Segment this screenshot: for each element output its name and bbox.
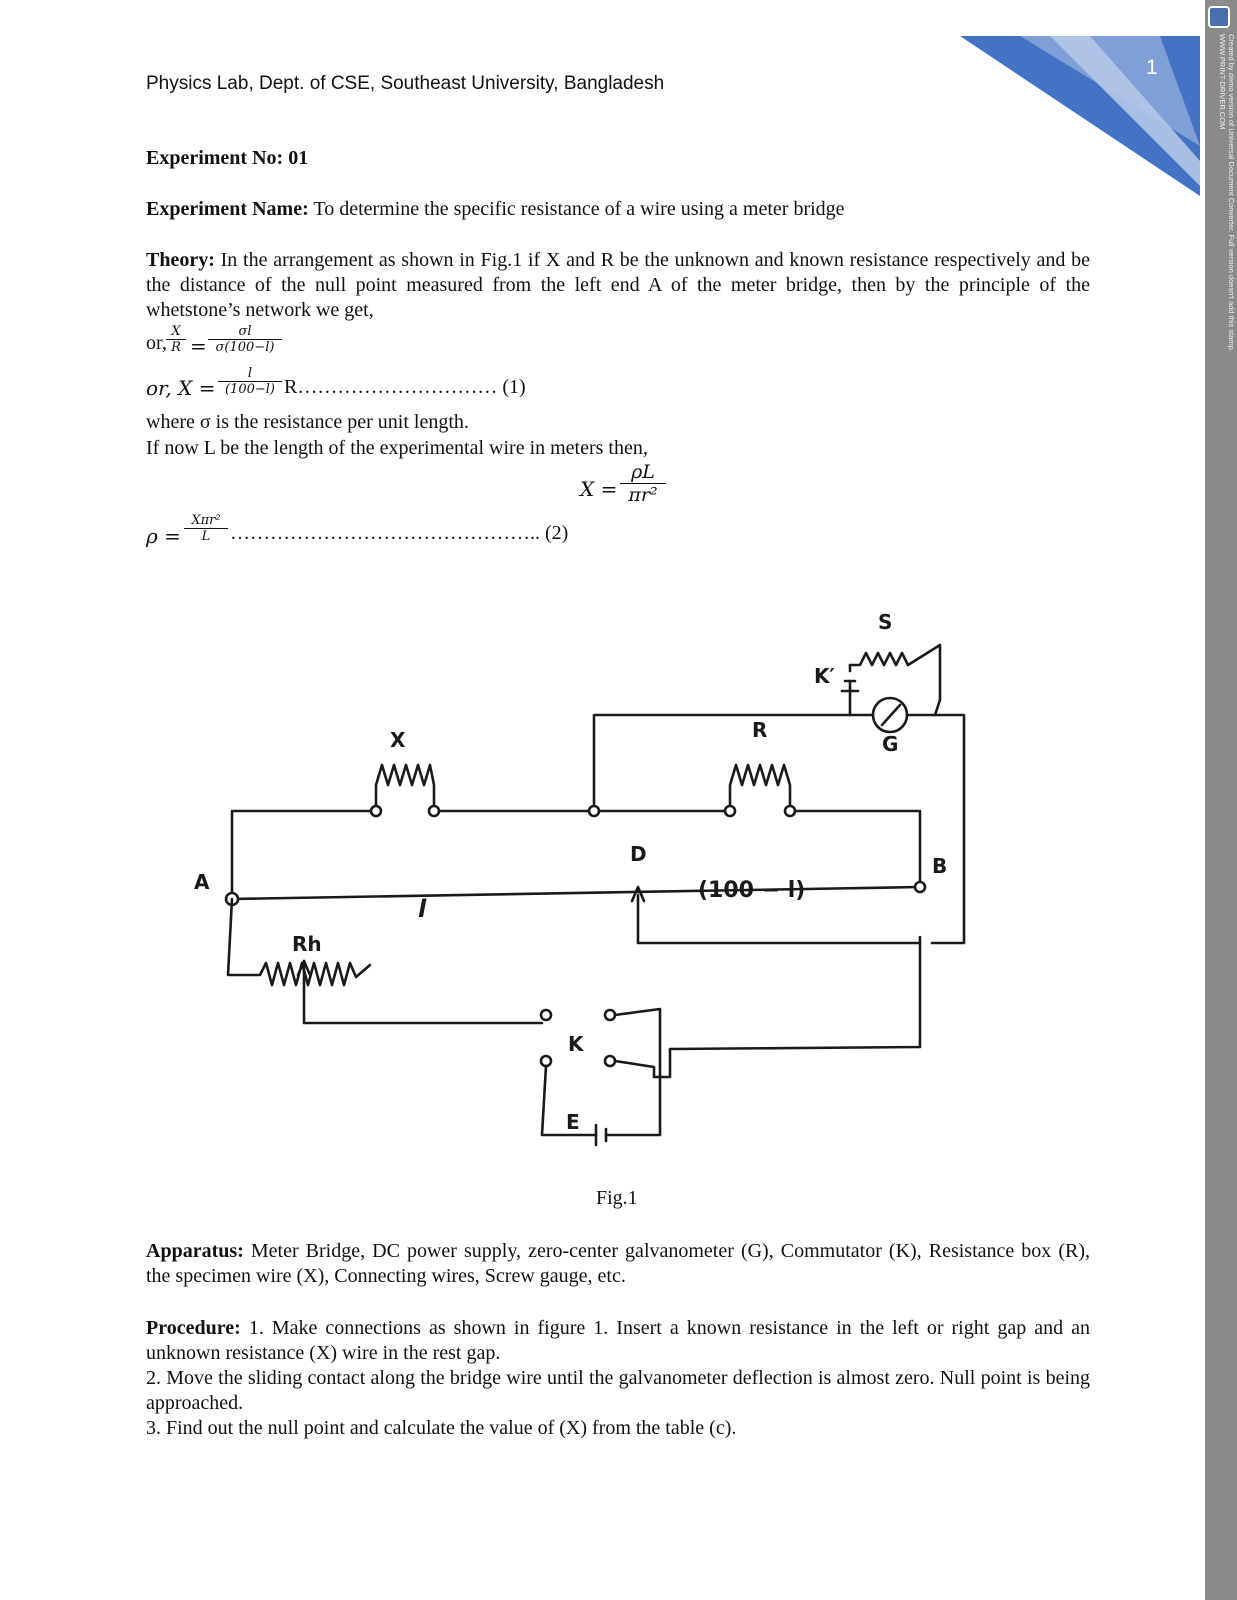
figure-caption: Fig.1 xyxy=(596,1187,638,1209)
eq1-lhs-fraction: $\frac{X}{R}$ xyxy=(166,324,186,355)
commutator-terminal-2 xyxy=(541,1056,551,1066)
r-terminal-left xyxy=(725,806,735,816)
procedure-step-3: 3. Find out the null point and calculate the value of (X) from the table (c). xyxy=(146,1417,737,1439)
label-e: E xyxy=(566,1110,580,1134)
eq3-lhs: X = xyxy=(580,477,618,501)
label-s: S xyxy=(878,610,893,634)
experiment-number: Experiment No: 01 xyxy=(146,147,309,169)
label-l: l xyxy=(418,895,427,923)
middle-terminal xyxy=(589,806,599,816)
eq1-rhs-fraction: $\frac{\sigma l}{\sigma(100-l)}$ xyxy=(208,324,282,355)
x-terminal-right xyxy=(429,806,439,816)
label-b: B xyxy=(932,854,948,878)
label-k: K xyxy=(568,1032,584,1056)
converter-logo-icon xyxy=(1208,6,1230,28)
watermark-text xyxy=(1218,34,1236,352)
right-strip xyxy=(795,811,920,882)
procedure-paragraph xyxy=(146,1316,1090,1441)
commutator-terminal-3 xyxy=(605,1010,615,1020)
watermark-line2: WWW.PRINT-DRIVER.COM xyxy=(1218,34,1227,130)
battery-wire-right xyxy=(606,1065,660,1135)
corner-decoration xyxy=(960,36,1206,196)
label-k-prime: K′ xyxy=(814,664,835,688)
eq4-lhs: ρ = xyxy=(146,524,181,548)
label-r: R xyxy=(752,718,768,742)
label-x: X xyxy=(390,728,406,752)
label-rh: Rh xyxy=(292,932,322,956)
label-g: G xyxy=(882,732,899,756)
procedure-step-1: 1. Make connections as shown in figure 1. Insert a known resistance in the left or right gap and an unknown resistance (X) wire in the rest gap. xyxy=(146,1317,1091,1364)
galvo-upper-wire xyxy=(594,715,875,806)
x-resistor xyxy=(376,765,434,805)
theory-paragraph xyxy=(146,248,1090,323)
x-terminal-left xyxy=(371,806,381,816)
procedure-label: Procedure: xyxy=(146,1317,241,1339)
eq4-fraction: Xπr² L xyxy=(184,513,228,544)
b-terminal xyxy=(915,882,925,892)
eq2-tail: R………………………… (1) xyxy=(284,376,526,398)
apparatus-paragraph xyxy=(146,1239,1090,1289)
label-100-minus-l: (100 − l) xyxy=(698,878,806,903)
r-resistor xyxy=(730,765,790,805)
experiment-name-text: To determine the specific resistance of a wire using a meter bridge xyxy=(313,198,845,220)
commutator-link-1 xyxy=(615,1009,660,1065)
label-a: A xyxy=(194,870,210,894)
page-header: Physics Lab, Dept. of CSE, Southeast University, Bangladesh xyxy=(146,73,665,94)
where-text: where σ is the resistance per unit length. xyxy=(146,411,469,433)
theory-label: Theory: xyxy=(146,249,215,271)
eq1-equals: = xyxy=(190,334,207,358)
page-number: 1 xyxy=(1146,56,1158,79)
bridge-wire xyxy=(232,887,920,899)
galvo-right-wire xyxy=(907,715,964,943)
eq4-tail: ……………………………………….. (2) xyxy=(230,522,569,544)
if-text: If now L be the length of the experimental wire in meters then, xyxy=(146,437,648,459)
r-terminal-right xyxy=(785,806,795,816)
meter-bridge-circuit-figure xyxy=(150,605,1020,1185)
apparatus-text: Meter Bridge, DC power supply, zero-center galvanometer (G), Commutator (K), Resistance box (R), the specimen wire (X), Connecting wires, Screw gauge, etc. xyxy=(146,1240,1091,1287)
watermark-line1: Created by demo version of Universal Document Converter. Full version doesn't add this stamp. xyxy=(1227,34,1236,352)
apparatus-label: Apparatus: xyxy=(146,1240,244,1262)
commutator-terminal-1 xyxy=(541,1010,551,1020)
theory-text: In the arrangement as shown in Fig.1 if X and R be the unknown and known resistance respectively and be the distance of the null point measured from the left end A of the meter bridge, then by the principle of the whetstone’s network we get, xyxy=(146,249,1090,321)
eq1-prefix: or, xyxy=(146,332,167,354)
left-strip xyxy=(232,811,372,899)
eq3-fraction: $\frac{\rho L}{\text{πr²}}$ xyxy=(620,461,666,506)
eq2-fraction: $\frac{l}{(100-l)}$ xyxy=(218,366,282,397)
commutator-terminal-4 xyxy=(605,1056,615,1066)
experiment-name-label: Experiment Name: xyxy=(146,198,309,220)
label-d: D xyxy=(630,842,647,866)
experiment-name xyxy=(146,197,1090,222)
eq2-prefix: or, X = xyxy=(146,376,216,400)
procedure-step-2: 2. Move the sliding contact along the bridge wire until the galvanometer deflection is almost zero. Null point is being approached. xyxy=(146,1367,1090,1414)
